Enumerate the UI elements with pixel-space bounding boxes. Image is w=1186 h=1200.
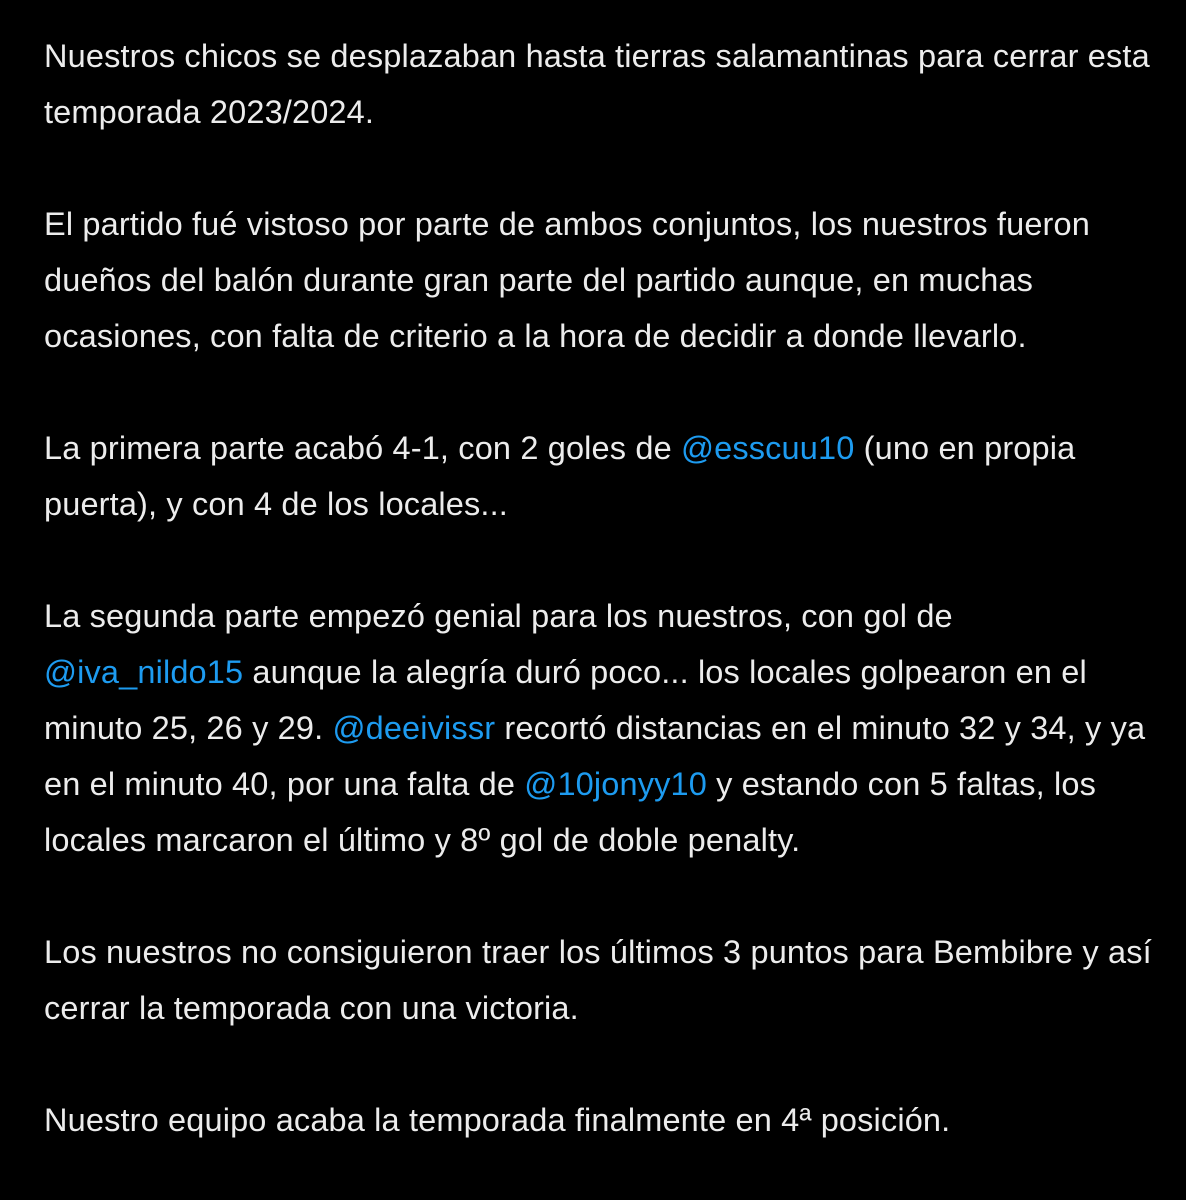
mention-link-deeivissr[interactable]: @deeivissr [332,710,496,746]
paragraph-first-half [44,420,1154,532]
paragraph-match-description [44,196,1154,364]
paragraph-second-half [44,588,1154,868]
paragraph-text: El partido fué vistoso por parte de ambos conjuntos, los nuestros fueron dueños del balón durante gran parte del partido aunque, en muchas ocasiones, con falta de criterio a la hora de decidir a donde llevarlo. [44,206,1090,354]
mention-link-esscuu10[interactable]: @esscuu10 [680,430,855,466]
mention-link-iva-nildo15[interactable]: @iva_nildo15 [44,654,244,690]
paragraph-final-position [44,1092,1154,1148]
paragraph-intro [44,28,1154,140]
paragraph-text: y estando con 5 faltas, los locales marcaron el último y 8º gol de doble penalty. [44,766,1096,858]
paragraph-text: recortó distancias en el minuto 32 y 34, y ya en el minuto 40, por una falta de [44,710,1146,802]
paragraph-text: La segunda parte empezó genial para los nuestros, con gol de [44,598,953,634]
paragraph-text: Nuestros chicos se desplazaban hasta tierras salamantinas para cerrar esta temporada 2023/2024. [44,38,1150,130]
paragraph-text: Nuestro equipo acaba la temporada finalmente en 4ª posición. [44,1102,951,1138]
paragraph-text: Los nuestros no consiguieron traer los últimos 3 puntos para Bembibre y así cerrar la temporada con una victoria. [44,934,1152,1026]
paragraph-text: La primera parte acabó 4-1, con 2 goles de [44,430,681,466]
mention-link-10jonyy10[interactable]: @10jonyy10 [524,766,707,802]
paragraph-text: aunque la alegría duró poco... los locales golpearon en el minuto 25, 26 y 29. [44,654,1087,746]
post-body [44,28,1154,1148]
paragraph-text: (uno en propia puerta), y con 4 de los locales... [44,430,1076,522]
paragraph-result [44,924,1154,1036]
